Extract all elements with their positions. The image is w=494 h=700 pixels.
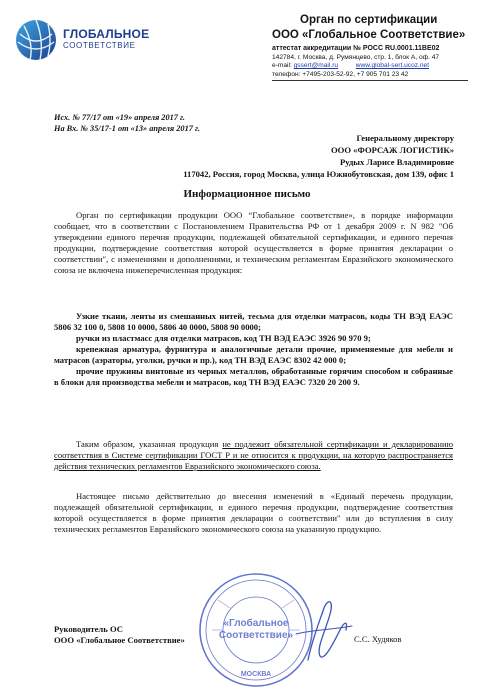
validity-paragraph [54, 491, 453, 535]
addressee-name: Рудых Ларисе Владимировне [339, 157, 454, 167]
list-item: Узкие ткани, ленты из смешанных нитей, тесьма для отделки матрасов, коды ТН ВЭД ЕАЭС 5806 32 100 0, 5808 10 0000, 5806 40 0000, 5808 90 0000; [54, 311, 453, 332]
product-list [54, 311, 453, 388]
addressee-company: ООО «ФОРСАЖ ЛОГИСТИК» [330, 145, 454, 155]
list-item: прочие пружины винтовые из черных металлов, обработанные горячим способом и собранные в блоки для производства мебели и матрасов, код ТН ВЭД ЕАЭС 7320 20 200 9. [54, 366, 453, 387]
letter-title: Информационное письмо [183, 188, 311, 200]
globe-logo-icon [14, 18, 58, 62]
header-address: 142784, г. Москва, д. Румянцево, стр. 1, блок А, оф. 47 [272, 54, 440, 61]
header-title: Орган по сертификации [300, 14, 438, 26]
stamp-city: МОСКВА [240, 671, 272, 678]
header-divider [272, 80, 468, 81]
outgoing-ref: Исх. № 77/17 от «19» апреля 2017 г. [54, 113, 185, 122]
stamp-center-line2: Соответствие» [218, 630, 294, 641]
conclusion-underlined: не подлежит обязательной сертификации и декларированию соответствия в Системе сертификации ГОСТ Р и не относится к продукции, на которую распространяется действия технических регламентов Евразийского экономического союза. [54, 439, 453, 471]
handwritten-signature [290, 590, 360, 670]
conclusion-lead: Таким образом, указанная продукция [76, 439, 223, 449]
incoming-ref: На Вх. № 35/17-1 от «13» апреля 2017 г. [54, 124, 200, 133]
conclusion-paragraph [54, 439, 453, 472]
header-org: ООО «Глобальное Соответствие» [272, 29, 466, 41]
signatory-block [54, 624, 185, 646]
signatory-name: С.С. Худяков [354, 634, 402, 644]
intro-text: Орган по сертификации продукции ООО “Глобальное соответствие», в порядке информации сообщает, что в соответствии с Постановлением Правительства РФ от 1 декабря 2009 г. N 982 "Об утверждении единого перечня продукции, подлежащей обязательной сертификации, и единого перечня продукции, подтверждение соответствия которой осуществляется в форме принятия декларации о соответствии", с изменениями и дополнениями, и техническим регламентам Евразийского экономического союза не включена нижеперечисленная продукция: [54, 210, 453, 275]
signatory-org: ООО «Глобальное Соответствие» [54, 635, 185, 645]
website-link[interactable]: www.global-sert.ucoz.net [355, 62, 430, 69]
email-label: e-mail: [272, 62, 294, 69]
company-logo [14, 18, 150, 64]
email-link[interactable]: gssert@mail.ru [293, 62, 339, 69]
logo-text-line1: ГЛОБАЛЬНОЕ [63, 27, 150, 41]
list-item: ручки из пластмасс для отделки матрасов, код ТН ВЭД ЕАЭС 3926 90 970 9; [76, 333, 371, 343]
header-accreditation: аттестат аккредитации № РОСС RU.0001.11ВЕ02 [272, 45, 440, 52]
addressee-position: Генеральному директору [356, 133, 454, 143]
intro-paragraph [54, 210, 453, 276]
signatory-role: Руководитель ОС [54, 624, 123, 634]
header-contacts [272, 62, 429, 69]
list-item: крепежная арматура, фурнитура и аналогичные детали прочие, применяемые для мебели и матрасов (аэраторы, уголки, ручки и пр.), код ТН ВЭД ЕАЭС 8302 42 000 0; [54, 344, 453, 365]
addressee-address: 117042, Россия, город Москва, улица Южнобутовская, дом 139, офис 1 [183, 169, 454, 179]
header-phone: телефон: +7495-203-52-92, +7 905 701 23 42 [272, 71, 409, 78]
logo-text-line2: СООТВЕТСТВИЕ [63, 41, 136, 50]
validity-text: Настоящее письмо действительно до внесения изменений в «Единый перечень продукции, подлежащей обязательной сертификации, и единого перечня продукции, подтверждение соответствия которой осуществляется в форме принятия декларации о соответствии" или до вступления в силу технических регламентов Евразийского экономического союза на указанную продукцию. [54, 491, 453, 534]
stamp-center-line1: «Глобальное [223, 618, 289, 629]
